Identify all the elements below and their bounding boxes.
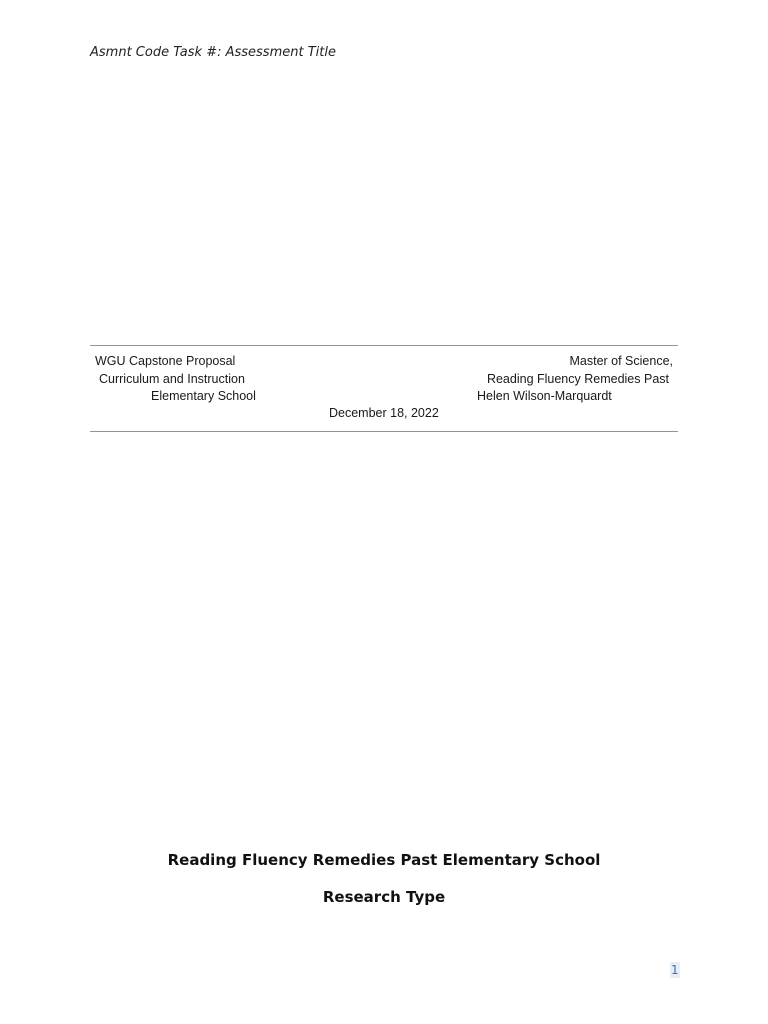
cover-date: December 18, 2022	[329, 406, 439, 420]
top-divider	[90, 345, 678, 346]
running-head: Asmnt Code Task #: Assessment Title	[90, 45, 336, 60]
document-title: Reading Fluency Remedies Past Elementary School	[167, 851, 601, 869]
cover-line-program-3: Elementary School	[151, 389, 256, 403]
bottom-divider	[90, 431, 678, 432]
document-subtitle: Research Type	[322, 888, 446, 906]
cover-line-program-2: Curriculum and Instruction	[99, 372, 245, 386]
cover-line-degree: Master of Science,	[569, 354, 673, 368]
page-number: 1	[671, 963, 679, 977]
cover-line-author: Helen Wilson-Marquardt	[477, 389, 612, 403]
cover-line-topic: Reading Fluency Remedies Past	[486, 372, 669, 386]
cover-line-program-1: WGU Capstone Proposal	[95, 354, 236, 368]
